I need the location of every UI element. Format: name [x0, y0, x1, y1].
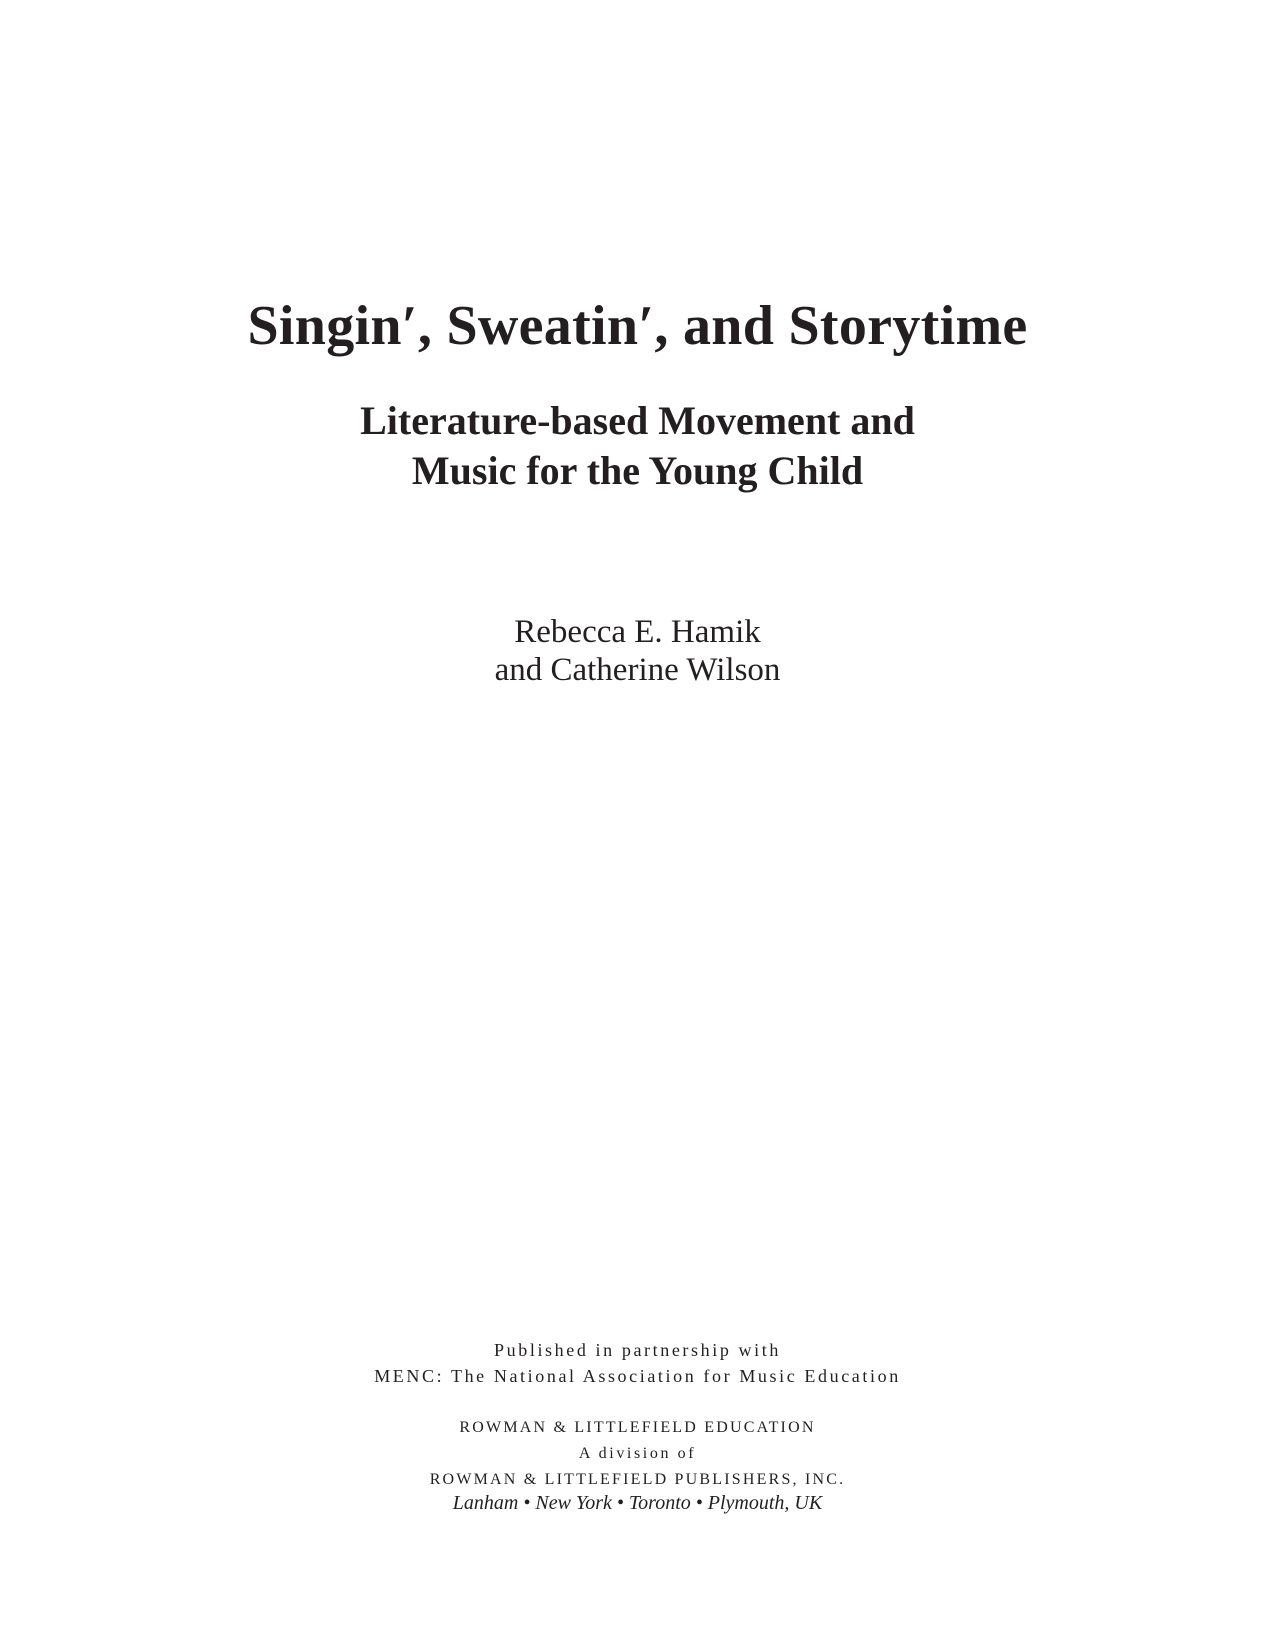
- partnership-note: [0, 1337, 1275, 1389]
- imprint-line-2: A division of: [578, 1445, 697, 1462]
- author-line-1: Rebecca E. Hamik: [514, 614, 761, 650]
- subtitle-line-2: Music for the Young Child: [411, 448, 864, 493]
- publisher-cities: Lanham • New York • Toronto • Plymouth, UK: [452, 1492, 823, 1514]
- partnership-line-2: MENC: The National Association for Music Education: [374, 1366, 901, 1386]
- subtitle-line-1: Literature-based Movement and: [360, 398, 915, 443]
- imprint-line-3: ROWMAN & LITTLEFIELD PUBLISHERS, INC.: [429, 1471, 846, 1488]
- book-title: Singin′, Sweatin′, and Storytime: [247, 295, 1028, 357]
- partnership-line-1: Published in partnership with: [494, 1340, 781, 1360]
- author-line-2: and Catherine Wilson: [494, 652, 781, 688]
- book-subtitle: [0, 396, 1275, 496]
- imprint-line-1: ROWMAN & LITTLEFIELD EDUCATION: [459, 1419, 816, 1436]
- publisher-imprint: [0, 1415, 1275, 1493]
- authors: [0, 613, 1275, 689]
